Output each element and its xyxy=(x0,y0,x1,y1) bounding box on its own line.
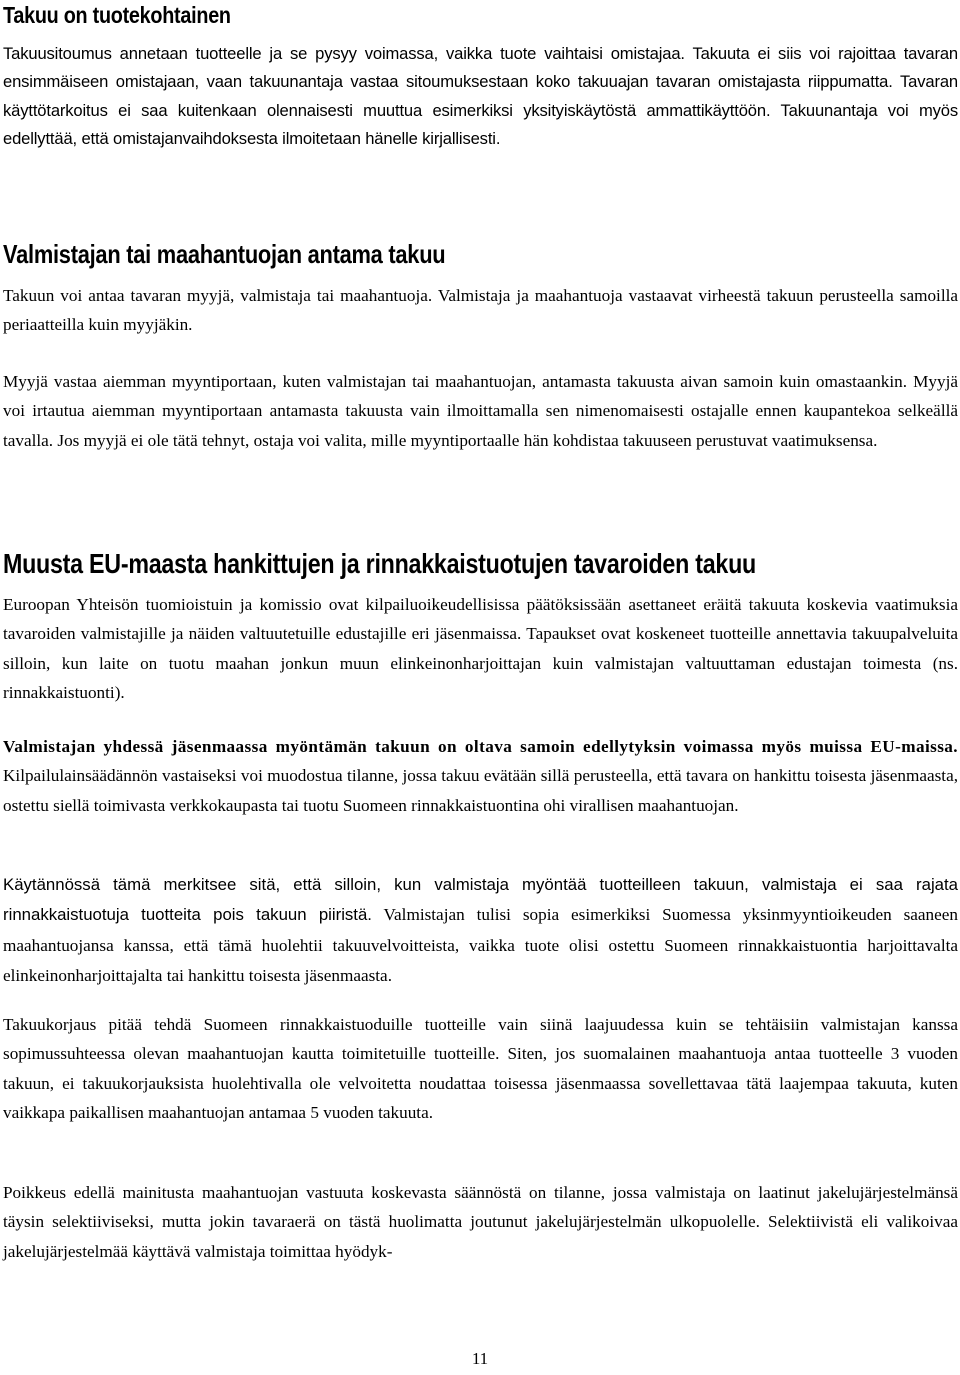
paragraph-eu-wide-warranty-rest: Kilpailulainsäädännön vastaiseksi voi muodostua tilanne, jossa takuu evätään sillä perusteella, että tavara on hankittu toisesta jäsenmaasta, ostettu siellä toimivasta verkkokaupasta tai tuotu Suomeen rinnakkaistuontina ohi virallisen maahantuojan. xyxy=(3,766,958,815)
paragraph-who-can-give-warranty: Takuun voi antaa tavaran myyjä, valmistaja tai maahantuoja. Valmistaja ja maahantuoja vastaavat virheestä takuun perusteella samoilla periaatteilla kuin myyjäkin. xyxy=(3,286,958,335)
emphasis-eu-wide-validity: Valmistajan yhdessä jäsenmaassa myöntämän takuun on oltava samoin edellytyksin voimassa myös muissa EU-maissa. xyxy=(3,737,958,756)
paragraph-in-practice-first-sentence: Käytännössä tämä merkitsee sitä, että silloin, kun valmistaja myöntää tuotteilleen takuun, valmistaja ei saa rajata rinnakkaistuotuja tuotteita pois takuun piiristä. xyxy=(3,875,958,925)
paragraph-eu-wide-warranty xyxy=(3,732,958,820)
paragraph-eu-court-decisions: Euroopan Yhteisön tuomioistuin ja komissio ovat kilpailuoikeudellisissa päätöksissään asettaneet eräitä takuuta koskevia vaatimuksia tavaroiden valmistajille ja näiden valtuutetuille edustajille eri jäsenmaissa. Tapaukset ovat koskeneet tuotteille annettavia takuupalveluita silloin, kun laite on tuotu maahan jonkun muun elinkeinonharjoittajan kuin valmistajan valtuuttaman edustajan toimesta (ns. rinnakkaistuonti). xyxy=(3,595,958,702)
paragraph-selective-distribution-exception: Poikkeus edellä mainitusta maahantuojan vastuuta koskevasta säännöstä on tilanne, jossa valmistaja on laatinut jakelujärjestelmänsä täysin selektiiviseksi, mutta jokin tavaraerä on tästä huolimatta joutunut jakelujärjestelmän ulkopuolelle. Selektiivistä eli valikoivaa jakelujärjestelmää käyttävä valmistaja toimittaa hyödyk- xyxy=(3,1183,958,1261)
paragraph-in-practice-rest: Valmistajan tulisi sopia esimerkiksi Suomessa yksinmyyntioikeuden saaneen maahantuojansa kanssa, että tämä huolehtii takuuvelvoitteista, vaikka tuote olisi ostettu Suomeen rinnakkaistuontia harjoittavalta elinkeinonharjoittajalta tai hankittu toisesta jäsenmaasta. xyxy=(3,905,958,985)
paragraph-product-specific-warranty: Takuusitoumus annetaan tuotteelle ja se pysyy voimassa, vaikka tuote vaihtaisi omistajaa. Takuuta ei siis voi rajoittaa tavaran ensimmäiseen omistajaan, vaan takuunantaja vastaa sitoumuksestaan koko takuuajan tavaran omistajasta riippumatta. Tavaran käyttötarkoitus ei saa kuitenkaan olennaisesti muuttua esimerkiksi yksityiskäytöstä ammattikäyttöön. Takuunantaja voi myös edellyttää, että omistajanvaihdoksesta ilmoitetaan hänelle kirjallisesti. xyxy=(3,44,958,148)
section-heading-eu-parallel-import-warranty: Muusta EU-maasta hankittujen ja rinnakkaistuotujen tavaroiden takuu xyxy=(3,548,756,579)
section-heading-manufacturer-importer-warranty: Valmistajan tai maahantuojan antama takuu xyxy=(3,239,446,269)
paragraph-seller-responsibility: Myyjä vastaa aiemman myyntiportaan, kuten valmistajan tai maahantuojan, antamasta takuusta aivan samoin kuin omastaankin. Myyjä voi irtautua aiemman myyntiportaan antamasta takuusta vain ilmoittamalla sen nimenomaisesti ostajalle ennen kaupantekoa selkeällä tavalla. Jos myyjä ei ole tätä tehnyt, ostaja voi valita, mille myyntiportaalle hän kohdistaa takuuseen perustuvat vaatimuksensa. xyxy=(3,372,958,450)
paragraph-warranty-repair-scope: Takuukorjaus pitää tehdä Suomeen rinnakkaistuoduille tuotteille vain siinä laajuudessa kuin se tehtäisiin valmistajan kanssa sopimussuhteessa olevan maahantuojan kautta toimitetuille tuotteille. Siten, jos suomalainen maahantuoja antaa tuotteelle 3 vuoden takuun, ei takuukorjauksista huolehtivalla ole velvoitetta noudattaa toisessa jäsenmaassa sovellettavaa tätä laajempaa takuuta, kuten vaikkapa paikallisen maahantuojan antamaa 5 vuoden takuuta. xyxy=(3,1015,958,1122)
page-number: 11 xyxy=(471,1349,489,1368)
paragraph-in-practice xyxy=(3,870,958,991)
section-heading-product-specific-warranty: Takuu on tuotekohtainen xyxy=(3,2,231,28)
